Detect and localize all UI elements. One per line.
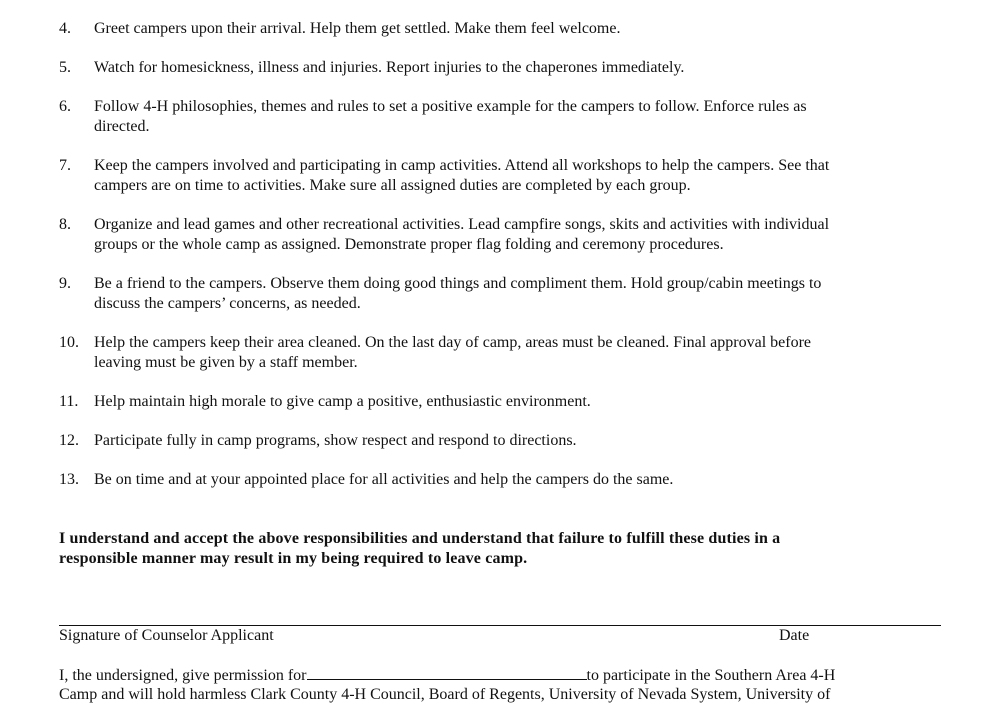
permission-text-end: to participate in the Southern Area 4-H: [586, 667, 836, 684]
list-item: [59, 97, 939, 136]
permission-text-line2: Camp and will hold harmless Clark County 4-H Council, Board of Regents, University of Nevada System, University of: [59, 686, 831, 703]
item-text: Keep the campers involved and participating in camp activities. Attend all workshops to help the campers. See that campers are on time to activities. Make sure all assigned duties are completed by each group.: [94, 157, 830, 194]
participant-name-field[interactable]: [307, 665, 587, 680]
item-text: Participate fully in camp programs, show respect and respond to directions.: [94, 432, 577, 449]
list-item: [59, 392, 939, 412]
list-item: [59, 431, 939, 451]
item-number: 12.: [59, 432, 79, 449]
list-item: [59, 19, 939, 39]
item-number: 6.: [59, 98, 71, 115]
list-item: [59, 215, 939, 254]
item-text: Follow 4-H philosophies, themes and rules to set a positive example for the campers to follow. Enforce rules as directed.: [94, 98, 807, 135]
item-number: 13.: [59, 471, 79, 488]
item-text: Watch for homesickness, illness and injuries. Report injuries to the chaperones immediately.: [94, 59, 685, 76]
acceptance-statement: I understand and accept the above responsibilities and understand that failure to fulfill these duties in a responsible manner may result in my being required to leave camp.: [59, 530, 781, 567]
date-label: Date: [779, 627, 810, 644]
item-text: Be a friend to the campers. Observe them doing good things and compliment them. Hold group/cabin meetings to discuss the campers’ concerns, as needed.: [94, 275, 822, 312]
list-item: [59, 156, 939, 195]
item-text: Greet campers upon their arrival. Help them get settled. Make them feel welcome.: [94, 20, 621, 37]
list-item: [59, 333, 939, 372]
item-text: Organize and lead games and other recreational activities. Lead campfire songs, skits and activities with individual groups or the whole camp as assigned. Demonstrate proper flag folding and ceremony procedures.: [94, 216, 830, 253]
list-item: [59, 470, 939, 490]
signature-label: Signature of Counselor Applicant: [59, 627, 274, 644]
item-text: Be on time and at your appointed place for all activities and help the campers do the same.: [94, 471, 674, 488]
signature-line[interactable]: [59, 625, 941, 626]
item-number: 4.: [59, 20, 71, 37]
list-item: [59, 58, 939, 78]
item-number: 11.: [59, 393, 79, 410]
list-item: [59, 274, 939, 313]
item-number: 7.: [59, 157, 71, 174]
item-text: Help maintain high morale to give camp a positive, enthusiastic environment.: [94, 393, 591, 410]
item-text: Help the campers keep their area cleaned. On the last day of camp, areas must be cleaned. Final approval before leaving must be given by a staff member.: [94, 334, 812, 371]
item-number: 5.: [59, 59, 71, 76]
item-number: 9.: [59, 275, 71, 292]
permission-paragraph: [59, 665, 959, 704]
item-number: 8.: [59, 216, 71, 233]
item-number: 10.: [59, 334, 79, 351]
permission-text-start: I, the undersigned, give permission for: [59, 667, 307, 684]
